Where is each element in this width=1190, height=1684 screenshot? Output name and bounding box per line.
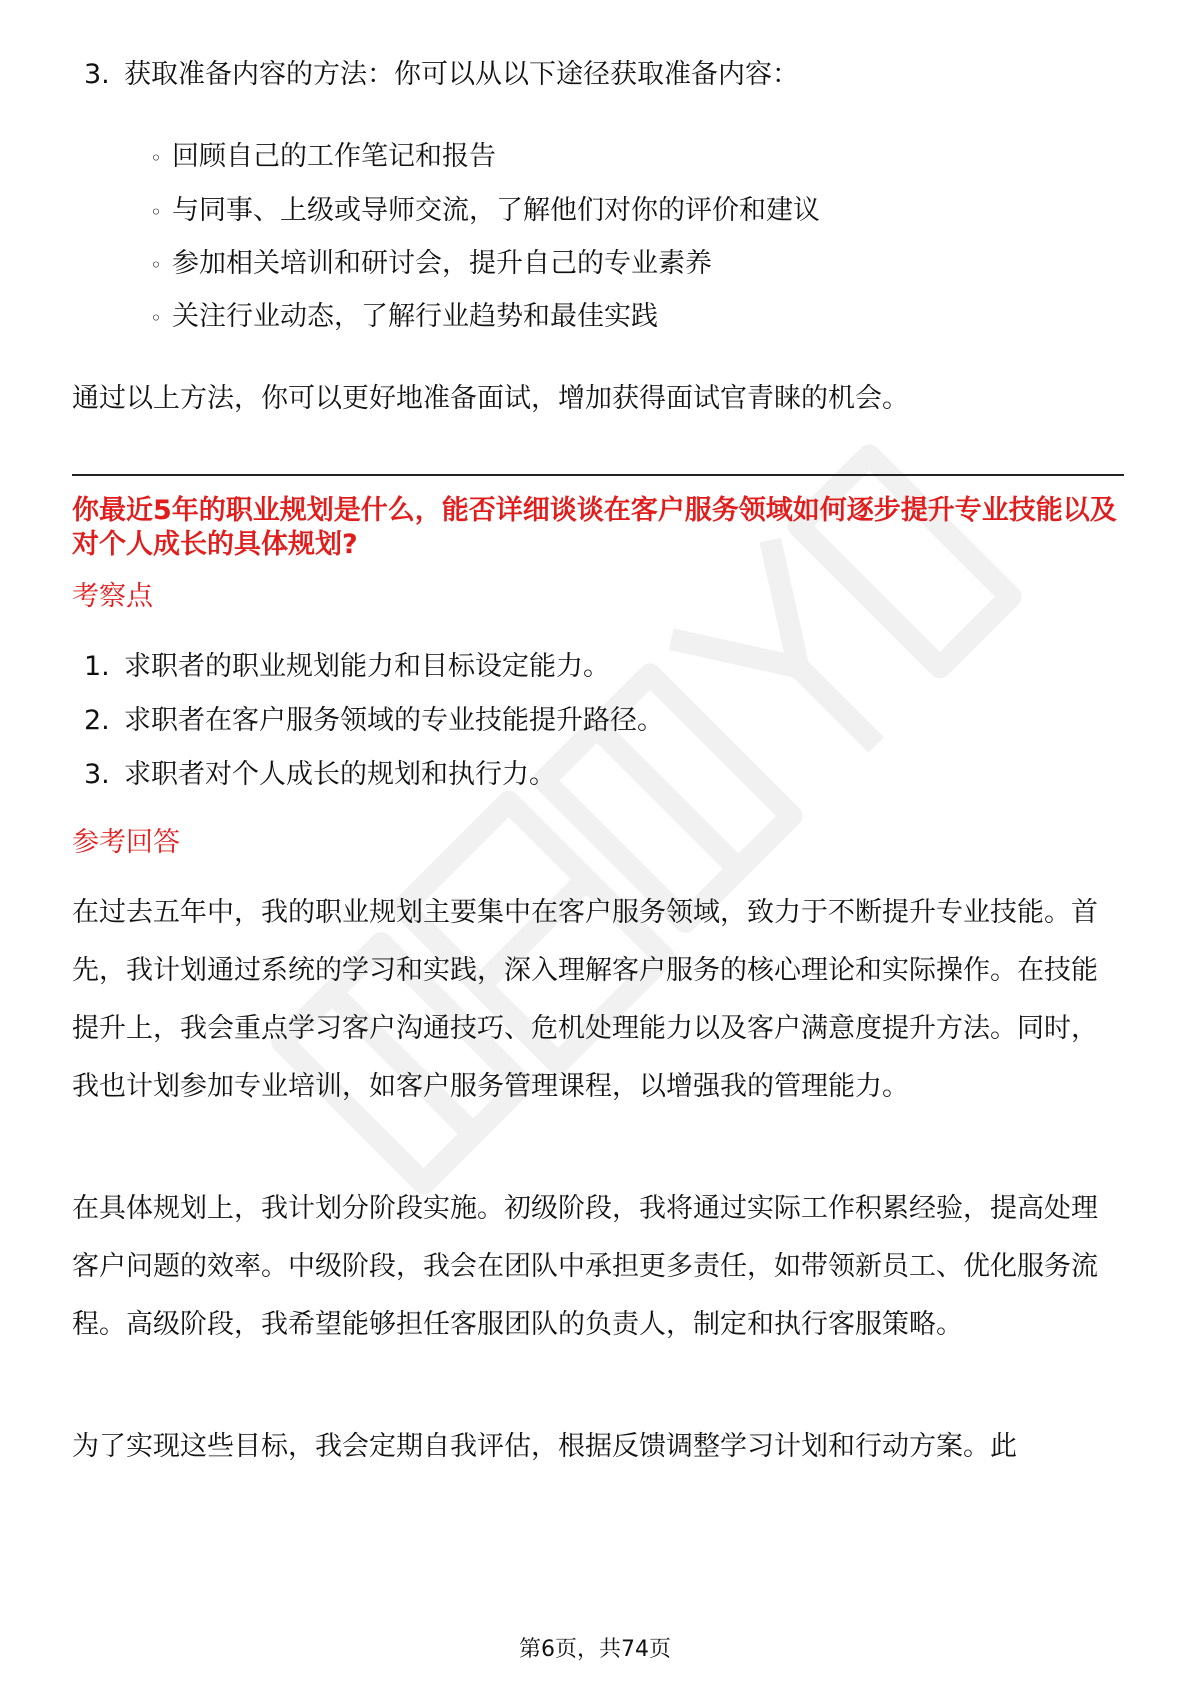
list-text: 求职者的职业规划能力和目标设定能力。 — [124, 651, 610, 682]
bullet-text: 回顾自己的工作笔记和报告 — [172, 141, 496, 172]
bullet-text: 参加相关培训和研讨会，提升自己的专业素养 — [172, 248, 712, 279]
bullet-text: 关注行业动态，了解行业趋势和最佳实践 — [172, 301, 658, 332]
list-number: 3. — [84, 59, 110, 90]
list-number: 1. — [84, 651, 110, 682]
bullet-glyph: ◦ — [150, 253, 162, 277]
bullet-text: 与同事、上级或导师交流，了解他们对你的评价和建议 — [172, 195, 820, 226]
answer-paragraph: 为了实现这些目标，我会定期自我评估，根据反馈调整学习计划和行动方案。此 — [72, 1431, 1017, 1462]
page-footer: 第6页，共74页 — [519, 1637, 671, 1662]
conclusion-paragraph: 通过以上方法，你可以更好地准备面试，增加获得面试官青睐的机会。 — [72, 383, 909, 414]
bullet-item — [150, 300, 658, 335]
bullet-glyph: ◦ — [150, 306, 162, 330]
answer-paragraph: 在过去五年中，我的职业规划主要集中在客户服务领域，致力于不断提升专业技能。首先，我计划通过系统的学习和实践，深入理解客户服务的核心理论和实际操作。在技能提升上，我会重点学习客户沟通技巧、危机处理能力以及客户满意度提升方法。同时，我也计划参加专业培训，如客户服务管理课程，以增强我的管理能力。 — [72, 897, 1098, 1102]
bullet-glyph: ◦ — [150, 146, 162, 170]
bullet-item — [150, 194, 820, 229]
bullet-glyph: ◦ — [150, 200, 162, 224]
section-divider — [72, 474, 1124, 476]
list-number: 2. — [84, 705, 110, 736]
list-text: 求职者在客户服务领域的专业技能提升路径。 — [124, 705, 664, 736]
assessment-heading: 考察点 — [72, 581, 153, 612]
list-text: 求职者对个人成长的规划和执行力。 — [124, 759, 556, 790]
answer-heading: 参考回答 — [72, 827, 180, 858]
answer-paragraph: 在具体规划上，我计划分阶段实施。初级阶段，我将通过实际工作积累经验，提高处理客户问题的效率。中级阶段，我会在团队中承担更多责任，如带领新员工、优化服务流程。高级阶段，我希望能够担任客服团队的负责人，制定和执行客服策略。 — [72, 1193, 1098, 1340]
question-heading: 你最近5年的职业规划是什么，能否详细谈谈在客户服务领域如何逐步提升专业技能以及对个人成长的具体规划? — [72, 495, 1117, 560]
list-number: 3. — [84, 759, 110, 790]
bullet-item — [150, 247, 712, 282]
list-text: 获取准备内容的方法：你可以从以下途径获取准备内容： — [124, 59, 799, 90]
bullet-item — [150, 140, 496, 175]
